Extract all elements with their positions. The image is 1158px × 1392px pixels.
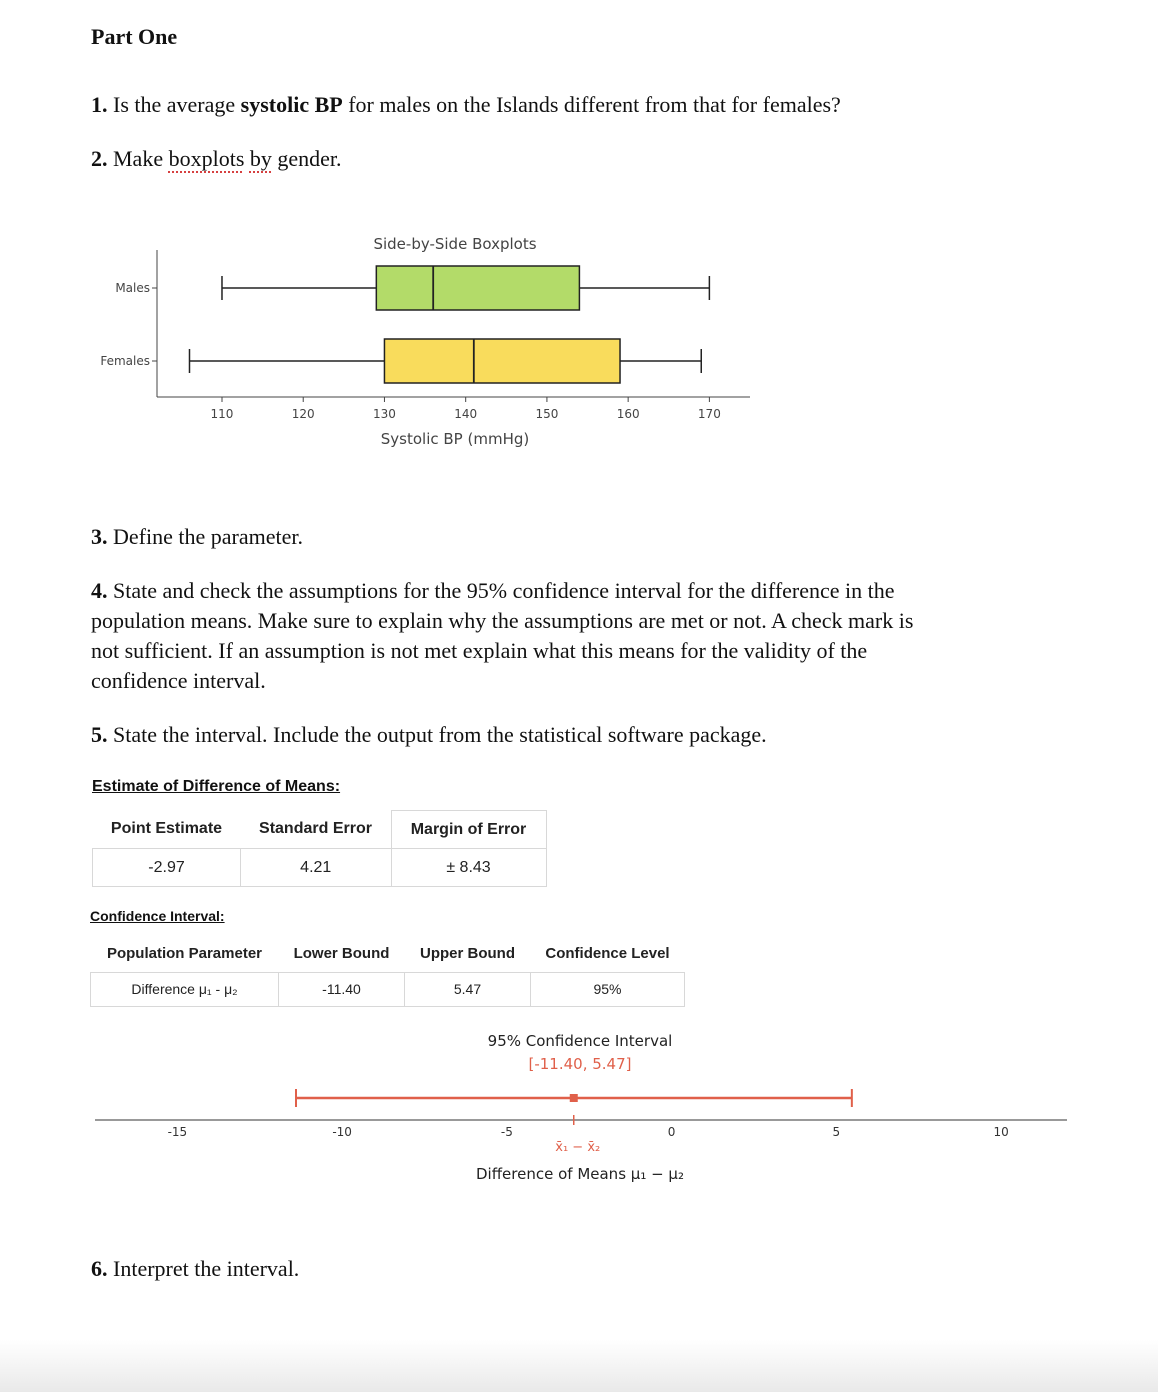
x-tick-label-170: 170 [697, 407, 721, 421]
x-tick-label-130: 130 [372, 407, 396, 421]
question-1 [91, 90, 1021, 120]
question-3-number: 3. [91, 524, 108, 549]
question-1-text-pre: Is the average [113, 92, 236, 117]
question-4-line-4: confidence interval. [91, 668, 266, 693]
question-1-number: 1. [91, 92, 108, 117]
spellcheck-word-by[interactable]: by [249, 146, 272, 171]
question-1-text-post: for males on the Islands different from that for females? [348, 92, 841, 117]
cell-standard-error: 4.21 [241, 849, 392, 887]
x-tick-label-120: 120 [291, 407, 315, 421]
x-tick-label-150: 150 [535, 407, 559, 421]
cell-margin-of-error: ± 8.43 [391, 849, 546, 887]
estimate-table [92, 810, 547, 887]
cell-upper-bound: 5.47 [405, 972, 531, 1006]
question-5 [91, 720, 1021, 750]
question-3 [91, 522, 1021, 552]
question-6 [91, 1254, 1021, 1284]
x-axis-ticks [211, 397, 721, 421]
boxplot-groups [100, 266, 709, 383]
estimate-table-header-row [93, 811, 547, 849]
header-lower-bound: Lower Bound [293, 945, 390, 963]
ci-table-row [91, 972, 685, 1006]
question-2-text-post: gender. [277, 146, 342, 171]
box-males [376, 266, 579, 310]
header-population-parameter: Population Parameter [106, 945, 263, 963]
ci-estimate-point [570, 1094, 578, 1102]
question-4-line-1: State and check the assumptions for the 95% confidence interval for the difference in the [113, 578, 895, 603]
question-5-text: State the interval. Include the output from the statistical software package. [113, 722, 767, 747]
header-confidence-level: Confidence Level [545, 945, 670, 963]
x-axis-label: Systolic BP (mmHg) [380, 430, 530, 448]
question-1-text-bold: systolic BP [240, 92, 343, 117]
x-tick-label-160: 160 [616, 407, 640, 421]
question-3-text: Define the parameter. [113, 524, 303, 549]
ci-chart [90, 1024, 1070, 1194]
question-4-line-2: population means. Make sure to explain why the assumptions are met or not. A check mark is [91, 608, 914, 633]
y-tick-label-males: Males [115, 281, 150, 295]
cell-lower-bound: -11.40 [279, 972, 405, 1006]
header-upper-bound: Upper Bound [420, 945, 515, 963]
cell-point-estimate: -2.97 [93, 849, 241, 887]
spellcheck-word-boxplots[interactable]: boxplots [168, 146, 245, 171]
ci-tick-label--15: -15 [167, 1125, 188, 1139]
boxplot-females [100, 339, 701, 383]
ci-interval-label: [-11.40, 5.47] [528, 1055, 632, 1073]
cell-population-parameter: Difference μ₁ - μ₂ [91, 972, 279, 1006]
header-point-estimate: Point Estimate [110, 820, 223, 838]
ci-tick-label-10: 10 [993, 1125, 1009, 1139]
ci-chart-title: 95% Confidence Interval [487, 1032, 673, 1050]
page-bottom-shadow [0, 1340, 1158, 1392]
question-2-number: 2. [91, 146, 108, 171]
question-6-number: 6. [91, 1256, 108, 1281]
box-females [384, 339, 620, 383]
page-title: Part One [91, 24, 178, 49]
y-tick-label-females: Females [100, 354, 150, 368]
ci-tick-label-5: 5 [832, 1125, 841, 1139]
question-5-number: 5. [91, 722, 108, 747]
question-2 [91, 144, 1021, 174]
question-4 [91, 576, 1021, 696]
ci-tick-label--5: -5 [500, 1125, 513, 1139]
x-tick-label-110: 110 [210, 407, 234, 421]
ci-tick-label--10: -10 [332, 1125, 352, 1139]
estimate-table-row [93, 849, 547, 887]
question-4-number: 4. [91, 578, 108, 603]
chart-title: Side-by-Side Boxplots [373, 235, 537, 253]
x-tick-label-140: 140 [454, 407, 478, 421]
ci-x-axis-label: Difference of Means μ₁ − μ₂ [476, 1165, 684, 1183]
header-standard-error: Standard Error [259, 820, 372, 838]
boxplot-males [115, 266, 709, 310]
ci-estimate-label: x̄₁ − x̄₂ [555, 1140, 601, 1155]
cell-confidence-level: 95% [531, 972, 685, 1006]
ci-section-title: Confidence Interval: [90, 908, 225, 924]
boxplot-chart [95, 225, 765, 460]
ci-table [90, 936, 685, 1007]
question-2-text-pre: Make [113, 146, 164, 171]
ci-tick-label-0: 0 [667, 1125, 676, 1139]
question-6-text: Interpret the interval. [113, 1256, 300, 1281]
question-4-line-3: not sufficient. If an assumption is not met explain what this means for the validity of the [91, 638, 868, 663]
estimate-section-title: Estimate of Difference of Means: [92, 778, 341, 795]
ci-table-header-row [91, 936, 685, 972]
ci-axis-ticks [168, 1125, 1009, 1139]
header-margin-of-error: Margin of Error [391, 811, 546, 849]
